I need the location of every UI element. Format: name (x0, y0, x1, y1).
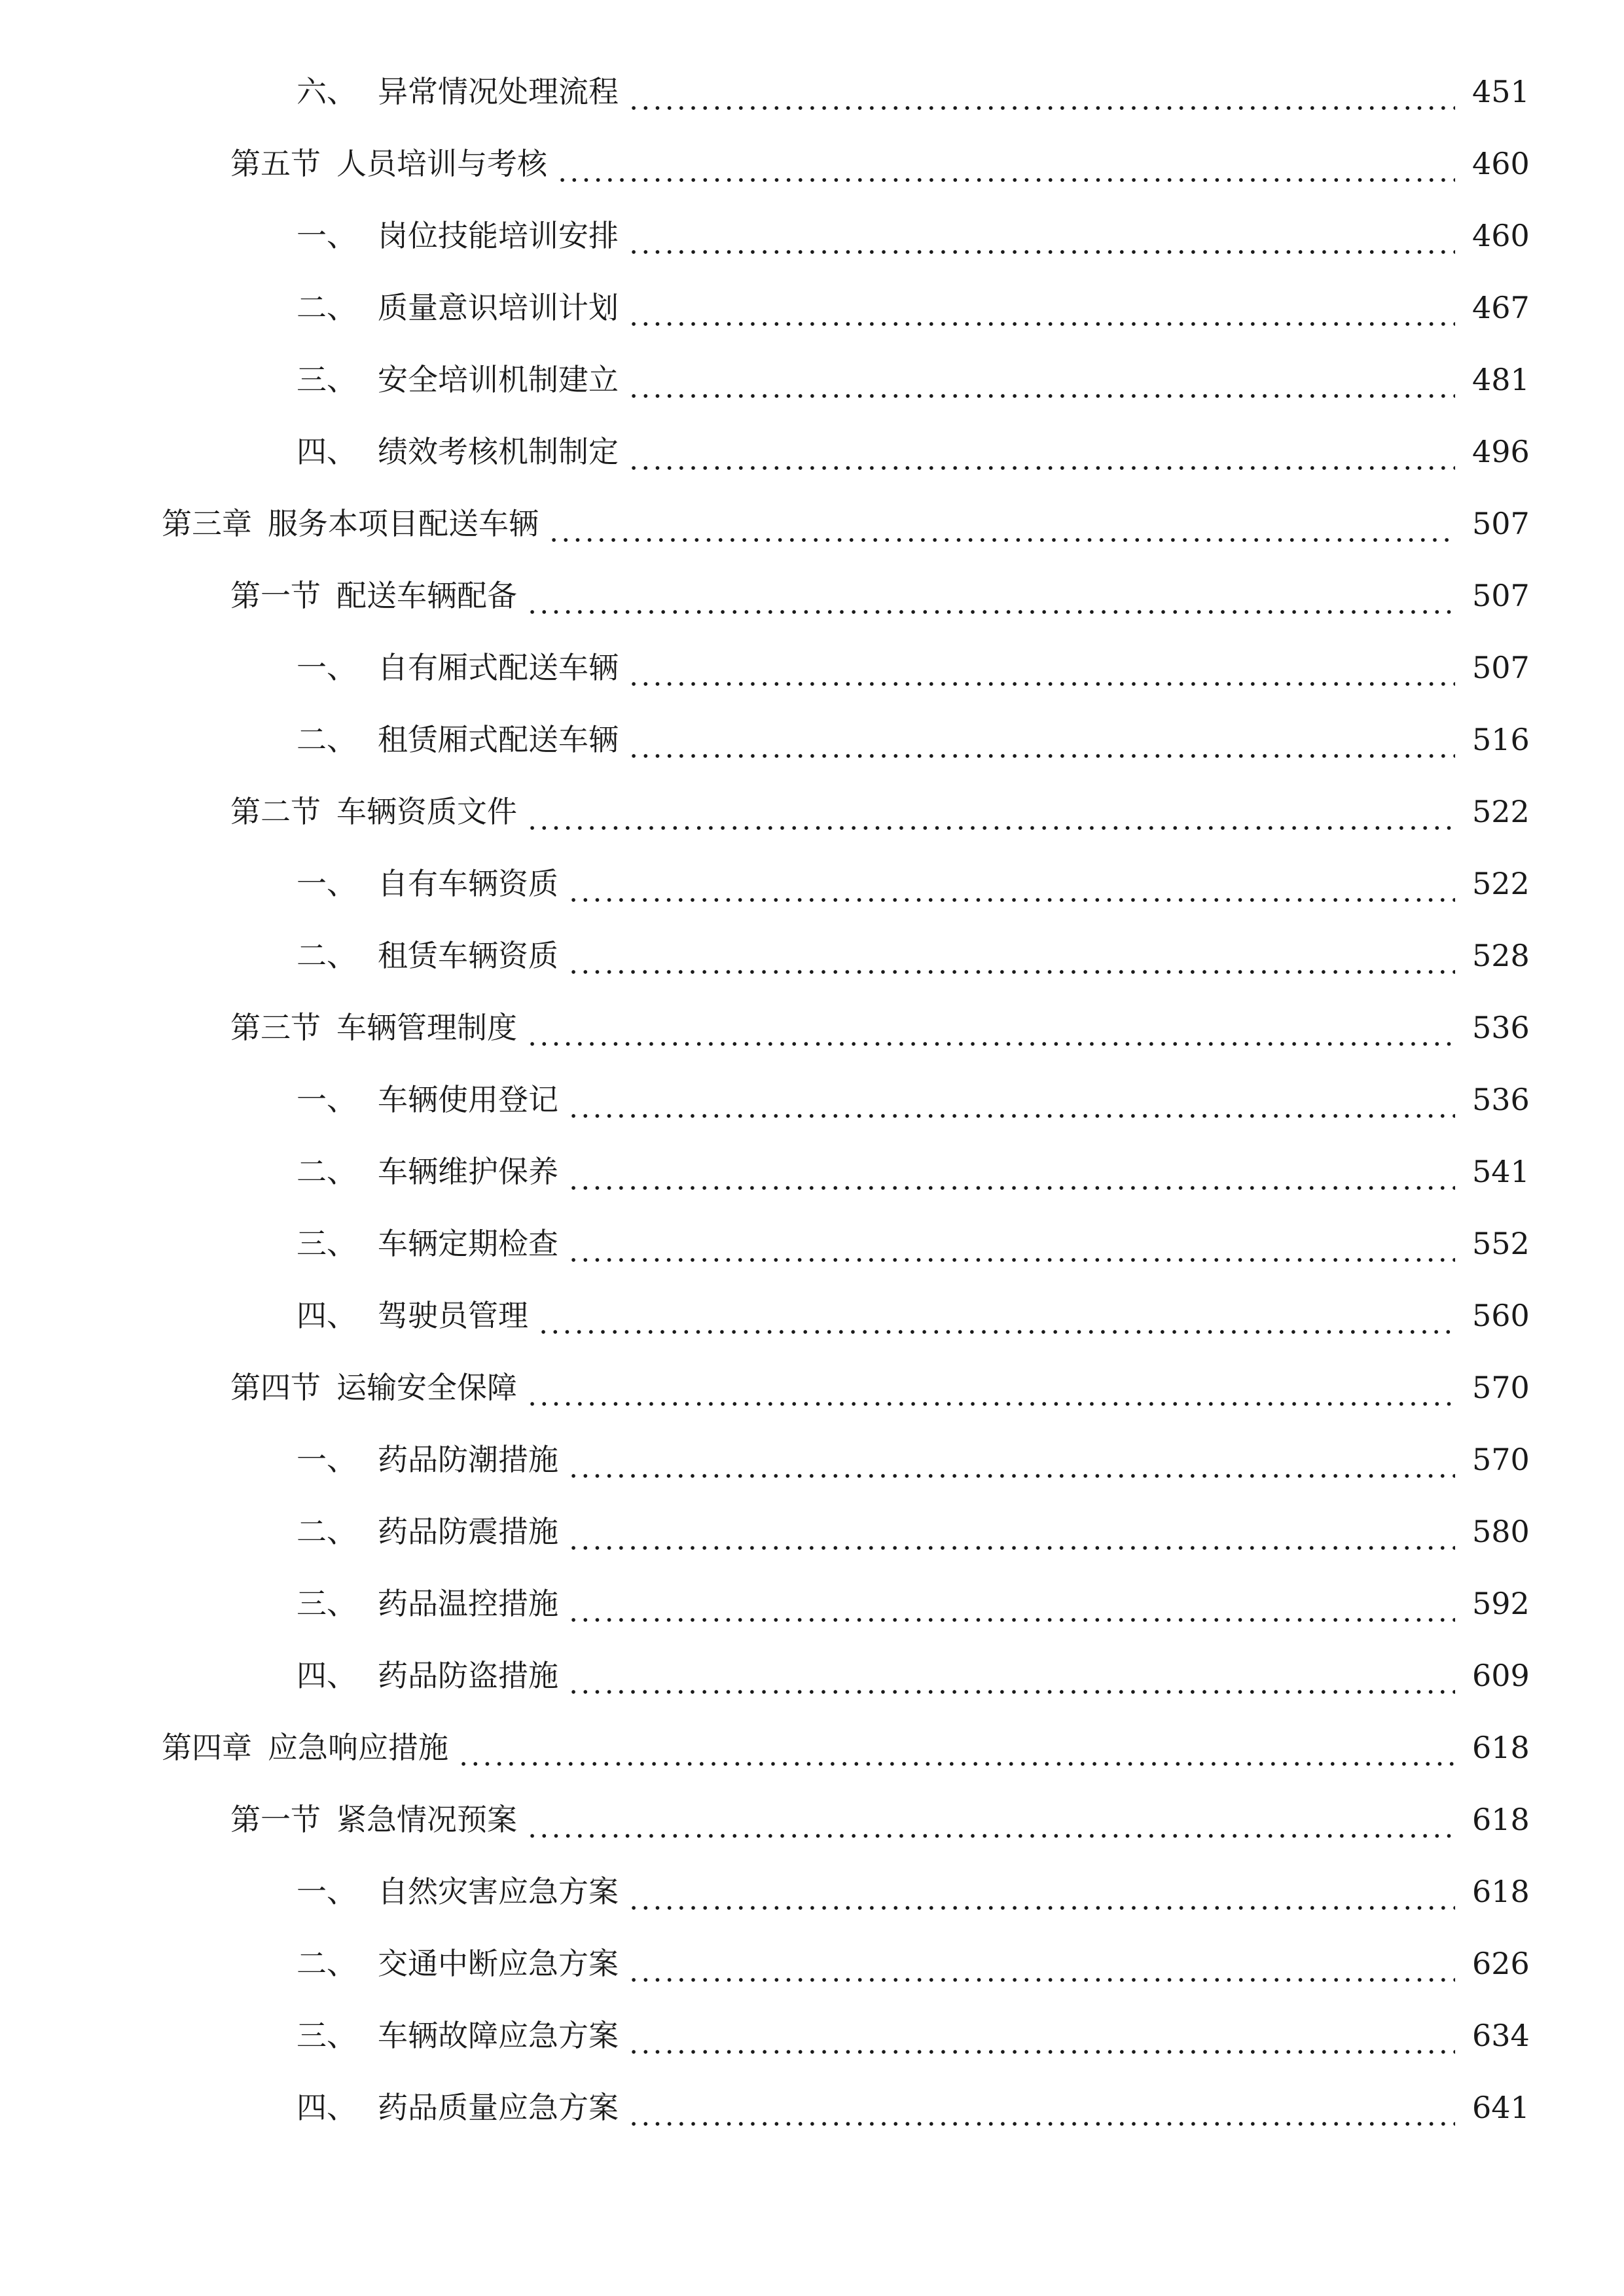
toc-entry-title: 应急响应措施 (268, 1730, 448, 1765)
toc-entry-label (297, 713, 619, 766)
toc-entry[interactable] (0, 1793, 1624, 1846)
dot-leader (568, 929, 1455, 982)
toc-entry-title: 异常情况处理流程 (378, 74, 619, 109)
toc-entry-number: 第三章 (162, 506, 252, 541)
toc-entry-title: 紧急情况预案 (336, 1802, 517, 1837)
toc-entry-label (297, 641, 619, 694)
toc-entry-title: 人员培训与考核 (336, 146, 547, 181)
toc-entry-page-number: 536 (1472, 1082, 1530, 1117)
toc-entry-title: 租赁车辆资质 (378, 938, 558, 973)
toc-entry-number: 四、 (297, 1658, 357, 1693)
toc-entry-label (230, 569, 517, 622)
dot-leader (526, 569, 1455, 622)
toc-entry[interactable] (0, 1001, 1624, 1054)
toc-entry[interactable] (0, 2009, 1624, 2062)
toc-entry-title: 租赁厢式配送车辆 (378, 722, 619, 757)
toc-entry-number: 第四章 (162, 1730, 252, 1765)
toc-entry-label (297, 1073, 558, 1126)
dot-leader (568, 1217, 1455, 1270)
dot-leader (628, 2009, 1455, 2062)
dot-leader (628, 641, 1455, 694)
dot-leader (568, 1145, 1455, 1198)
toc-entry-number: 第三节 (230, 1010, 321, 1045)
dot-leader (628, 65, 1455, 118)
toc-entry-title: 车辆维护保养 (378, 1154, 558, 1189)
toc-entry-number: 三、 (297, 2018, 357, 2053)
toc-entry[interactable] (0, 281, 1624, 334)
toc-entry-title: 车辆资质文件 (336, 794, 517, 829)
toc-entry[interactable] (0, 1937, 1624, 1990)
toc-entry-number: 一、 (297, 1082, 357, 1117)
toc-entry[interactable] (0, 1649, 1624, 1702)
toc-entry-label (297, 1145, 558, 1198)
toc-entry-title: 药品温控措施 (378, 1586, 558, 1621)
toc-entry-number: 第二节 (230, 794, 321, 829)
toc-entry-page-number: 552 (1472, 1226, 1530, 1261)
toc-entry-page-number: 522 (1472, 794, 1530, 829)
toc-entry-number: 二、 (297, 1514, 357, 1549)
toc-entry-number: 三、 (297, 362, 357, 397)
toc-entry-page-number: 507 (1472, 506, 1530, 541)
toc-entry-page-number: 618 (1472, 1802, 1530, 1837)
toc-entry-page-number: 460 (1472, 218, 1530, 253)
toc-entry-label (230, 137, 547, 190)
toc-entry-label (297, 1433, 558, 1486)
toc-entry-number: 三、 (297, 1226, 357, 1261)
toc-entry-title: 岗位技能培训安排 (378, 218, 619, 253)
toc-entry[interactable] (0, 857, 1624, 910)
dot-leader (568, 857, 1455, 910)
toc-entry[interactable] (0, 2081, 1624, 2134)
toc-entry-page-number: 641 (1472, 2090, 1530, 2125)
dot-leader (568, 1505, 1455, 1558)
toc-entry-page-number: 634 (1472, 2018, 1530, 2053)
toc-entry-page-number: 541 (1472, 1154, 1530, 1189)
toc-entry-page-number: 580 (1472, 1514, 1530, 1549)
dot-leader (628, 2081, 1455, 2134)
toc-entry-number: 一、 (297, 218, 357, 253)
toc-entry-title: 药品防盗措施 (378, 1658, 558, 1693)
dot-leader (628, 425, 1455, 478)
dot-leader (628, 209, 1455, 262)
toc-entry-number: 第五节 (230, 146, 321, 181)
toc-entry-number: 一、 (297, 1874, 357, 1909)
toc-entry-label (297, 209, 619, 262)
toc-entry-number: 四、 (297, 434, 357, 469)
toc-entry-page-number: 536 (1472, 1010, 1530, 1045)
toc-entry-label (297, 857, 558, 910)
toc-entry-label (230, 1001, 517, 1054)
toc-entry-number: 第四节 (230, 1370, 321, 1405)
toc-entry-title: 质量意识培训计划 (378, 290, 619, 325)
toc-entry-number: 二、 (297, 1946, 357, 1981)
toc-entry-title: 药品质量应急方案 (378, 2090, 619, 2125)
toc-entry-title: 车辆使用登记 (378, 1082, 558, 1117)
dot-leader (526, 1793, 1455, 1846)
toc-entry-page-number: 592 (1472, 1586, 1530, 1621)
toc-entry-title: 车辆定期检查 (378, 1226, 558, 1261)
toc-entry-label (162, 1721, 448, 1774)
toc-entry[interactable] (0, 641, 1624, 694)
dot-leader (568, 1433, 1455, 1486)
toc-entry-label (297, 1505, 558, 1558)
toc-entry-number: 六、 (297, 74, 357, 109)
toc-entry[interactable] (0, 1433, 1624, 1486)
toc-entry[interactable] (0, 569, 1624, 622)
toc-entry[interactable] (0, 1217, 1624, 1270)
toc-entry-title: 交通中断应急方案 (378, 1946, 619, 1981)
toc-entry-label (297, 2081, 619, 2134)
toc-entry-label (297, 1577, 558, 1630)
toc-entry[interactable] (0, 1577, 1624, 1630)
toc-entry-title: 安全培训机制建立 (378, 362, 619, 397)
toc-entry-page-number: 451 (1472, 74, 1530, 109)
toc-entry-label (297, 1217, 558, 1270)
toc-entry[interactable] (0, 1289, 1624, 1342)
toc-entry-number: 一、 (297, 866, 357, 901)
toc-entry-page-number: 507 (1472, 650, 1530, 685)
toc-entry-number: 二、 (297, 722, 357, 757)
toc-entry[interactable] (0, 425, 1624, 478)
toc-entry-number: 二、 (297, 290, 357, 325)
toc-entry-label (230, 785, 517, 838)
toc-entry-label (297, 929, 558, 982)
dot-leader (568, 1577, 1455, 1630)
toc-entry-label (297, 353, 619, 406)
toc-entry-title: 药品防潮措施 (378, 1442, 558, 1477)
toc-entry-number: 二、 (297, 938, 357, 973)
toc-entry-page-number: 528 (1472, 938, 1530, 973)
toc-entry[interactable] (0, 713, 1624, 766)
toc-entry-title: 绩效考核机制制定 (378, 434, 619, 469)
toc-entry[interactable] (0, 209, 1624, 262)
dot-leader (628, 713, 1455, 766)
dot-leader (526, 1361, 1455, 1414)
toc-entry-label (297, 1649, 558, 1702)
dot-leader (537, 1289, 1455, 1342)
toc-entry-title: 自有车辆资质 (378, 866, 558, 901)
toc-entry-page-number: 516 (1472, 722, 1530, 757)
toc-entry[interactable] (0, 353, 1624, 406)
toc-entry-title: 自然灾害应急方案 (378, 1874, 619, 1909)
dot-leader (628, 1937, 1455, 1990)
toc-entry-title: 自有厢式配送车辆 (378, 650, 619, 685)
toc-entry-page-number: 522 (1472, 866, 1530, 901)
toc-entry-title: 药品防震措施 (378, 1514, 558, 1549)
toc-entry-number: 四、 (297, 1298, 357, 1333)
toc-entry-number: 一、 (297, 1442, 357, 1477)
dot-leader (628, 281, 1455, 334)
toc-entry-label (230, 1361, 517, 1414)
dot-leader (526, 785, 1455, 838)
toc-entry[interactable] (0, 1073, 1624, 1126)
toc-entry-page-number: 609 (1472, 1658, 1530, 1693)
toc-entry-page-number: 496 (1472, 434, 1530, 469)
toc-entry-page-number: 570 (1472, 1442, 1530, 1477)
toc-entry-title: 运输安全保障 (336, 1370, 517, 1405)
dot-leader (548, 497, 1455, 550)
toc-entry[interactable] (0, 1865, 1624, 1918)
toc-entry-label (297, 425, 619, 478)
toc-entry-label (230, 1793, 517, 1846)
toc-entry-label (297, 1289, 528, 1342)
toc-entry[interactable] (0, 1721, 1624, 1774)
toc-entry[interactable] (0, 785, 1624, 838)
toc-entry[interactable] (0, 1505, 1624, 1558)
toc-entry-number: 四、 (297, 2090, 357, 2125)
toc-entry-page-number: 560 (1472, 1298, 1530, 1333)
toc-entry-page-number: 618 (1472, 1730, 1530, 1765)
dot-leader (568, 1073, 1455, 1126)
toc-entry-title: 车辆管理制度 (336, 1010, 517, 1045)
toc-entry-title: 驾驶员管理 (378, 1298, 528, 1333)
toc-entry[interactable] (0, 497, 1624, 550)
toc-entry-title: 服务本项目配送车辆 (268, 506, 539, 541)
toc-entry[interactable] (0, 1145, 1624, 1198)
toc-entry[interactable] (0, 65, 1624, 118)
dot-leader (568, 1649, 1455, 1702)
dot-leader (458, 1721, 1455, 1774)
toc-entry-number: 第一节 (230, 1802, 321, 1837)
dot-leader (526, 1001, 1455, 1054)
toc-entry-page-number: 626 (1472, 1946, 1530, 1981)
toc-entry-page-number: 507 (1472, 578, 1530, 613)
toc-entry-number: 三、 (297, 1586, 357, 1621)
toc-entry-title: 配送车辆配备 (336, 578, 517, 613)
dot-leader (556, 137, 1455, 190)
toc-entry-label (297, 1865, 619, 1918)
toc-entry-page-number: 618 (1472, 1874, 1530, 1909)
toc-entry-label (297, 1937, 619, 1990)
toc-entry-label (297, 65, 619, 118)
toc-entry-page-number: 570 (1472, 1370, 1530, 1405)
dot-leader (628, 353, 1455, 406)
toc-entry-page-number: 460 (1472, 146, 1530, 181)
toc-entry-title: 车辆故障应急方案 (378, 2018, 619, 2053)
toc-entry-label (297, 281, 619, 334)
toc-entry[interactable] (0, 1361, 1624, 1414)
toc-entry-label (297, 2009, 619, 2062)
toc-entry-label (162, 497, 539, 550)
dot-leader (628, 1865, 1455, 1918)
toc-entry-number: 一、 (297, 650, 357, 685)
toc-entry[interactable] (0, 137, 1624, 190)
toc-entry-number: 二、 (297, 1154, 357, 1189)
toc-entry-page-number: 481 (1472, 362, 1530, 397)
toc-entry-page-number: 467 (1472, 290, 1530, 325)
toc-entry[interactable] (0, 929, 1624, 982)
toc-entry-number: 第一节 (230, 578, 321, 613)
